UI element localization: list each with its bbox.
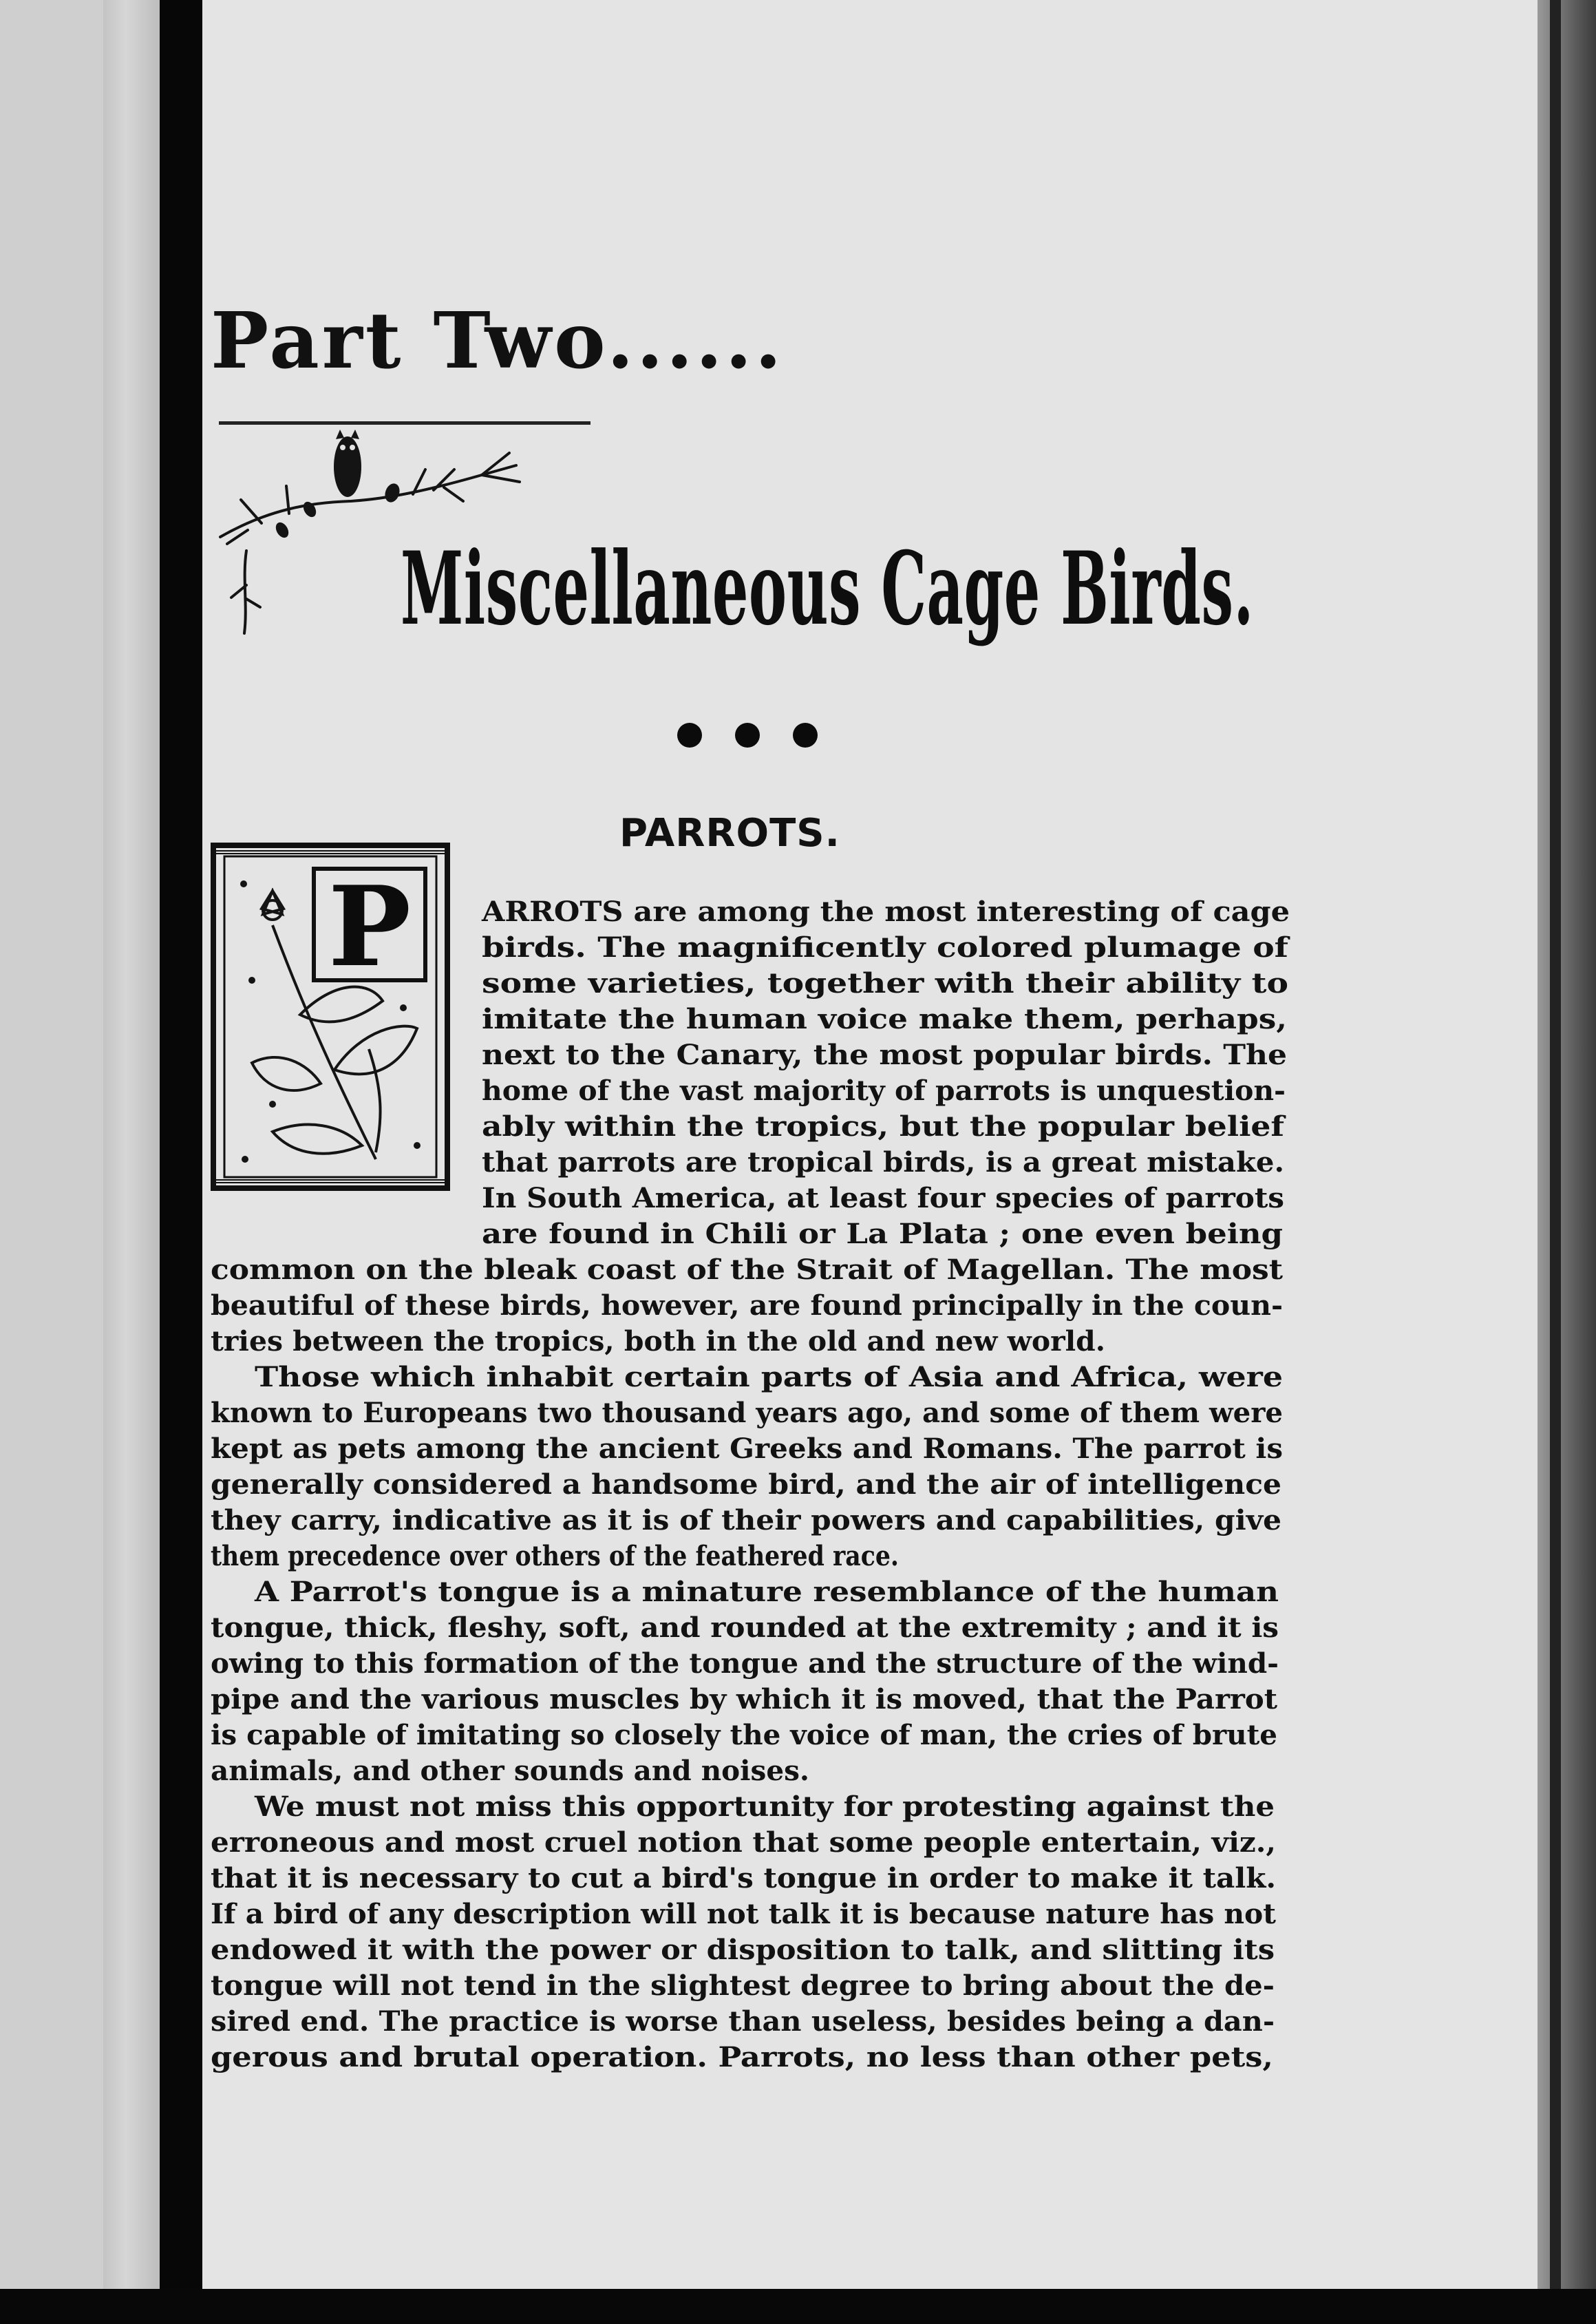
text-line: sired end. The practice is worse than useless, besides being a dan- [211,2005,1275,2038]
dot [248,977,255,984]
section-heading: PARROTS. [619,811,840,856]
text-line: ARROTS are among the most interesting of cage [482,896,1290,928]
text-line: birds. The magnificently colored plumage of [482,931,1288,964]
text-line: some varieties, together with their ability to [482,967,1288,1000]
text-line: tongue will not tend in the slightest degree to bring about the de- [211,1969,1275,2002]
right-edge-shadow [1550,0,1561,2324]
part-rule [219,421,590,425]
bullet [677,723,702,748]
leaf-vein [369,1049,381,1152]
text-line: If a bird of any description will not talk it is because nature has not [211,1898,1276,1930]
part-label: Part Two...... [211,296,785,386]
dot [414,1142,421,1149]
text-line: We must not miss this opportunity for protesting against the [255,1790,1275,1823]
leaf-large [273,1125,362,1154]
dot [269,1101,276,1108]
chapter-title: Miscellaneous Cage Birds. [401,530,1254,648]
leaf-large [252,1057,321,1090]
bottom-border [0,2289,1596,2324]
text-line: that parrots are tropical birds, is a great mistake. [482,1146,1284,1179]
text-line: owing to this formation of the tongue and the structure of the wind- [211,1647,1279,1680]
text-line: endowed it with the power or disposition to talk, and slitting its [211,1934,1275,1966]
dot [240,880,247,887]
text-line: they carry, indicative as it is of their powers and capabilities, give [211,1504,1281,1536]
text-line: is capable of imitating so closely the voice of man, the cries of brute [211,1719,1277,1751]
text-line: beautiful of these birds, however, are found principally in the coun- [211,1289,1283,1322]
dot [400,1004,407,1011]
text-line: In South America, at least four species of parrots [482,1182,1284,1214]
text-line: next to the Canary, the most popular birds. The [482,1039,1287,1071]
text-line: animals, and other sounds and noises. [211,1755,809,1787]
ornament-bullets [668,723,833,757]
leaf-large [300,987,383,1022]
bullet [735,723,760,748]
owl-eye-left [340,445,345,450]
owl-eye-right [350,445,355,450]
text-line: pipe and the various muscles by which it is moved, that the Parrot [211,1683,1277,1715]
leaf [383,481,402,504]
leaf [301,500,319,520]
text-line: gerous and brutal operation. Parrots, no less than other pets, [211,2041,1273,2073]
bullet [793,723,818,748]
branch-tip [482,453,520,482]
text-line: tongue, thick, fleshy, soft, and rounded at the extremity ; and it is [211,1612,1279,1644]
owl-ear-left [336,430,344,439]
left-page-margin [0,0,160,2324]
text-line: that it is necessary to cut a bird's tongue in order to make it talk. [211,1862,1276,1894]
owl-ear-right [351,430,359,439]
dot [242,1156,248,1163]
twig [413,469,463,501]
text-line: known to Europeans two thousand years ago, and some of them were [211,1397,1283,1429]
leaf-large [334,1026,417,1075]
text-line: kept as pets among the ancient Greeks and Romans. The parrot is [211,1433,1283,1465]
leaf [273,520,291,540]
hanging-twig [231,551,260,633]
text-line: ably within the tropics, but the popular belief [482,1110,1284,1143]
page-fold [103,0,160,2324]
text-line: them precedence over others of the feathered race. [211,1540,899,1572]
owl-body [334,436,361,497]
drop-cap-letter: P [328,862,412,991]
text-line: imitate the human voice make them, perhaps, [482,1003,1287,1035]
text-line: erroneous and most cruel notion that some people entertain, viz., [211,1826,1276,1859]
text-line: are found in Chili or La Plata ; one even being [482,1218,1283,1250]
text-line: generally considered a handsome bird, and the air of intelligence [211,1468,1281,1501]
text-line: common on the bleak coast of the Strait of Magellan. The most [211,1254,1283,1286]
right-page-edge [1538,0,1596,2324]
text-line: A Parrot's tongue is a minature resemblance of the human [255,1576,1279,1608]
decorated-initial [211,843,450,1191]
text-line: tries between the tropics, both in the old and new world. [211,1325,1105,1358]
text-line: Those which inhabit certain parts of Asia and Africa, were [255,1361,1283,1393]
book-spine [160,0,202,2324]
text-line: home of the vast majority of parrots is unquestion- [482,1075,1286,1107]
